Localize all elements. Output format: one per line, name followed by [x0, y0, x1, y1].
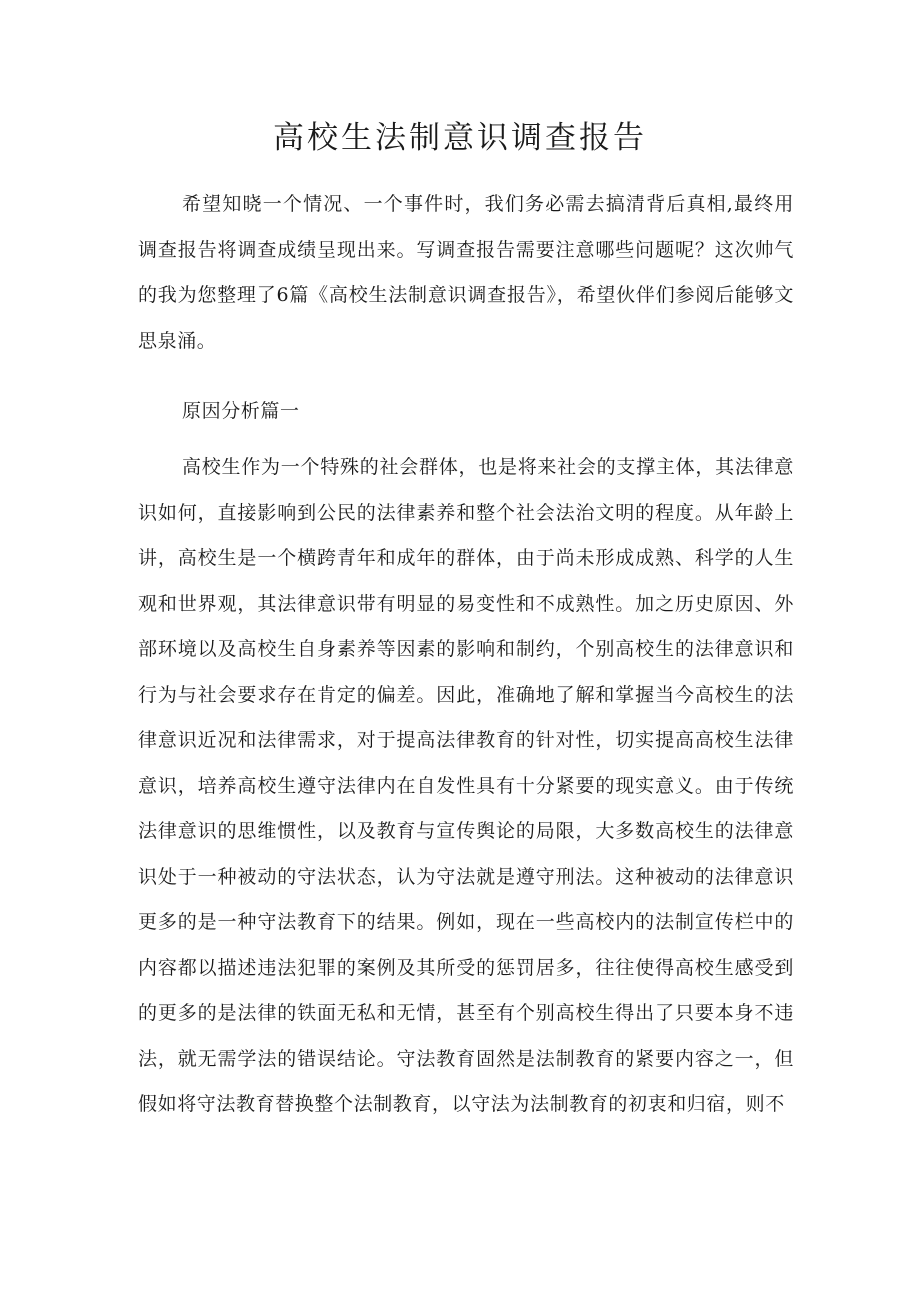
section-heading: 原因分析篇一 [182, 400, 300, 422]
document-title: 高校生法制意识调查报告 [273, 120, 647, 156]
body-paragraph: 高校生作为一个特殊的社会群体，也是将来社会的支撑主体，其法律意识如何，直接影响到公民的法律素养和整个社会法治文明的程度。从年龄上讲，高校生是一个横跨青年和成年的群体，由于尚未形成成熟、科学的人生观和世界观，其法律意识带有明显的易变性和不成熟性。加之历史原因、外部环境以及高校生自身素养等因素的影响和制约，个别高校生的法律意识和行为与社会要求存在肯定的偏差。因此，准确地了解和掌握当今高校生的法律意识近况和法律需求，对于提高法律教育的针对性，切实提高高校生法律意识，培养高校生遵守法律内在自发性具有十分紧要的现实意义。由于传统法律意识的思维惯性，以及教育与宣传舆论的局限，大多数高校生的法律意识处于一种被动的守法状态，认为守法就是遵守刑法。这种被动的法律意识更多的是一种守法教育下的结果。例如，现在一些高校内的法制宣传栏中的内容都以描述违法犯罪的案例及其所受的惩罚居多，往往使得高校生感受到的更多的是法律的铁面无私和无情，甚至有个别高校生得出了只要本身不违法，就无需学法的错误结论。守法教育固然是法制教育的紧要内容之一，但假如将守法教育替换整个法制教育，以守法为法制教育的初衷和归宿，则不 [138, 456, 794, 1115]
intro-paragraph: 希望知晓一个情况、一个事件时，我们务必需去搞清背后真相,最终用调查报告将调查成绩呈现出来。写调查报告需要注意哪些问题呢？这次帅气的我为您整理了6篇《高校生法制意识调查报告》，希望伙伴们参阅后能够文思泉涌。 [138, 193, 794, 352]
